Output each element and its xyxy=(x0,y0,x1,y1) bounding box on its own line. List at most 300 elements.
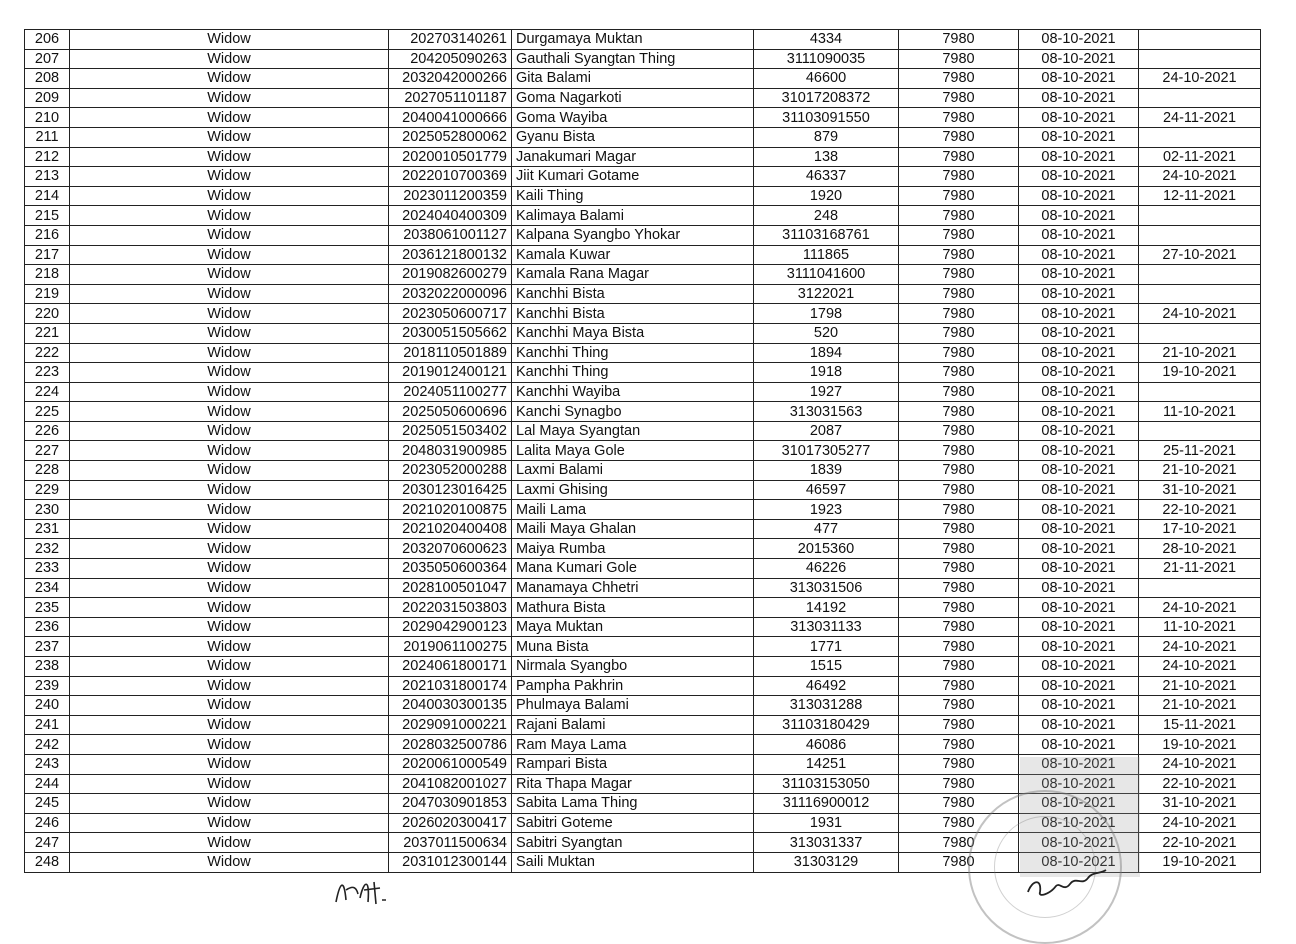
issue-date-cell: 08-10-2021 xyxy=(1019,852,1139,872)
category-cell: Widow xyxy=(70,265,389,285)
category-cell: Widow xyxy=(70,421,389,441)
account-number-cell: 46600 xyxy=(754,69,899,89)
beneficiary-name-cell: Pampha Pakhrin xyxy=(512,676,754,696)
beneficiary-name-cell: Sabita Lama Thing xyxy=(512,794,754,814)
table-row xyxy=(25,519,1261,539)
beneficiary-name-cell: Kalpana Syangbo Yhokar xyxy=(512,225,754,245)
serial-number-cell: 207 xyxy=(25,49,70,69)
citizenship-id-cell: 2024051100277 xyxy=(389,382,512,402)
received-date-cell: 28-10-2021 xyxy=(1139,539,1261,559)
received-date-cell: 24-10-2021 xyxy=(1139,813,1261,833)
issue-date-cell: 08-10-2021 xyxy=(1019,284,1139,304)
issue-date-cell: 08-10-2021 xyxy=(1019,539,1139,559)
amount-cell: 7980 xyxy=(899,598,1019,618)
serial-number-cell: 242 xyxy=(25,735,70,755)
table-row xyxy=(25,402,1261,422)
received-date-cell: 21-11-2021 xyxy=(1139,559,1261,579)
beneficiary-name-cell: Manamaya Chhetri xyxy=(512,578,754,598)
issue-date-cell: 08-10-2021 xyxy=(1019,657,1139,677)
beneficiary-name-cell: Gita Balami xyxy=(512,69,754,89)
issue-date-cell: 08-10-2021 xyxy=(1019,108,1139,128)
issue-date-cell: 08-10-2021 xyxy=(1019,382,1139,402)
amount-cell: 7980 xyxy=(899,343,1019,363)
account-number-cell: 31017305277 xyxy=(754,441,899,461)
table-row xyxy=(25,754,1261,774)
table-row xyxy=(25,715,1261,735)
category-cell: Widow xyxy=(70,480,389,500)
issue-date-cell: 08-10-2021 xyxy=(1019,500,1139,520)
citizenship-id-cell: 2022010700369 xyxy=(389,167,512,187)
serial-number-cell: 216 xyxy=(25,225,70,245)
account-number-cell: 1839 xyxy=(754,461,899,481)
table-row xyxy=(25,108,1261,128)
table-row xyxy=(25,598,1261,618)
received-date-cell: 19-10-2021 xyxy=(1139,735,1261,755)
amount-cell: 7980 xyxy=(899,363,1019,383)
received-date-cell: 12-11-2021 xyxy=(1139,186,1261,206)
serial-number-cell: 213 xyxy=(25,167,70,187)
citizenship-id-cell: 2026020300417 xyxy=(389,813,512,833)
issue-date-cell: 08-10-2021 xyxy=(1019,206,1139,226)
category-cell: Widow xyxy=(70,108,389,128)
issue-date-cell: 08-10-2021 xyxy=(1019,363,1139,383)
account-number-cell: 1918 xyxy=(754,363,899,383)
category-cell: Widow xyxy=(70,500,389,520)
serial-number-cell: 232 xyxy=(25,539,70,559)
amount-cell: 7980 xyxy=(899,323,1019,343)
serial-number-cell: 208 xyxy=(25,69,70,89)
account-number-cell: 2087 xyxy=(754,421,899,441)
account-number-cell: 1923 xyxy=(754,500,899,520)
issue-date-cell: 08-10-2021 xyxy=(1019,696,1139,716)
table-row xyxy=(25,265,1261,285)
category-cell: Widow xyxy=(70,735,389,755)
amount-cell: 7980 xyxy=(899,69,1019,89)
citizenship-id-cell: 2023052000288 xyxy=(389,461,512,481)
citizenship-id-cell: 2037011500634 xyxy=(389,833,512,853)
category-cell: Widow xyxy=(70,637,389,657)
table-row xyxy=(25,147,1261,167)
citizenship-id-cell: 2020061000549 xyxy=(389,754,512,774)
received-date-cell: 21-10-2021 xyxy=(1139,676,1261,696)
table-row xyxy=(25,382,1261,402)
amount-cell: 7980 xyxy=(899,304,1019,324)
issue-date-cell: 08-10-2021 xyxy=(1019,441,1139,461)
category-cell: Widow xyxy=(70,147,389,167)
amount-cell: 7980 xyxy=(899,402,1019,422)
category-cell: Widow xyxy=(70,441,389,461)
received-date-cell: 11-10-2021 xyxy=(1139,402,1261,422)
serial-number-cell: 215 xyxy=(25,206,70,226)
amount-cell: 7980 xyxy=(899,539,1019,559)
amount-cell: 7980 xyxy=(899,206,1019,226)
received-date-cell: 31-10-2021 xyxy=(1139,480,1261,500)
amount-cell: 7980 xyxy=(899,735,1019,755)
beneficiary-name-cell: Saili Muktan xyxy=(512,852,754,872)
received-date-cell: 15-11-2021 xyxy=(1139,715,1261,735)
received-date-cell: 22-10-2021 xyxy=(1139,833,1261,853)
amount-cell: 7980 xyxy=(899,519,1019,539)
category-cell: Widow xyxy=(70,363,389,383)
received-date-cell: 24-11-2021 xyxy=(1139,108,1261,128)
citizenship-id-cell: 202703140261 xyxy=(389,30,512,50)
issue-date-cell: 08-10-2021 xyxy=(1019,519,1139,539)
amount-cell: 7980 xyxy=(899,657,1019,677)
table-row xyxy=(25,617,1261,637)
table-row xyxy=(25,480,1261,500)
amount-cell: 7980 xyxy=(899,30,1019,50)
amount-cell: 7980 xyxy=(899,461,1019,481)
amount-cell: 7980 xyxy=(899,696,1019,716)
account-number-cell: 1931 xyxy=(754,813,899,833)
beneficiary-name-cell: Kamala Kuwar xyxy=(512,245,754,265)
citizenship-id-cell: 2021031800174 xyxy=(389,676,512,696)
table-row xyxy=(25,833,1261,853)
issue-date-cell: 08-10-2021 xyxy=(1019,265,1139,285)
serial-number-cell: 222 xyxy=(25,343,70,363)
citizenship-id-cell: 204205090263 xyxy=(389,49,512,69)
serial-number-cell: 223 xyxy=(25,363,70,383)
issue-date-cell: 08-10-2021 xyxy=(1019,794,1139,814)
amount-cell: 7980 xyxy=(899,186,1019,206)
table-row xyxy=(25,69,1261,89)
amount-cell: 7980 xyxy=(899,794,1019,814)
category-cell: Widow xyxy=(70,598,389,618)
beneficiary-name-cell: Janakumari Magar xyxy=(512,147,754,167)
beneficiary-name-cell: Maiya Rumba xyxy=(512,539,754,559)
received-date-cell: 27-10-2021 xyxy=(1139,245,1261,265)
table-row xyxy=(25,167,1261,187)
citizenship-id-cell: 2021020100875 xyxy=(389,500,512,520)
category-cell: Widow xyxy=(70,813,389,833)
beneficiary-name-cell: Kamala Rana Magar xyxy=(512,265,754,285)
serial-number-cell: 206 xyxy=(25,30,70,50)
beneficiary-name-cell: Kanchhi Bista xyxy=(512,304,754,324)
table-row xyxy=(25,441,1261,461)
account-number-cell: 313031337 xyxy=(754,833,899,853)
citizenship-id-cell: 2029091000221 xyxy=(389,715,512,735)
account-number-cell: 1920 xyxy=(754,186,899,206)
issue-date-cell: 08-10-2021 xyxy=(1019,30,1139,50)
citizenship-id-cell: 2035050600364 xyxy=(389,559,512,579)
beneficiary-name-cell: Kanchhi Thing xyxy=(512,363,754,383)
table-row xyxy=(25,559,1261,579)
amount-cell: 7980 xyxy=(899,88,1019,108)
amount-cell: 7980 xyxy=(899,245,1019,265)
table-row xyxy=(25,813,1261,833)
category-cell: Widow xyxy=(70,461,389,481)
account-number-cell: 4334 xyxy=(754,30,899,50)
citizenship-id-cell: 2025051503402 xyxy=(389,421,512,441)
received-date-cell: 24-10-2021 xyxy=(1139,657,1261,677)
table-row xyxy=(25,657,1261,677)
account-number-cell: 46337 xyxy=(754,167,899,187)
beneficiary-name-cell: Mana Kumari Gole xyxy=(512,559,754,579)
table-row xyxy=(25,284,1261,304)
received-date-cell: 19-10-2021 xyxy=(1139,852,1261,872)
serial-number-cell: 210 xyxy=(25,108,70,128)
amount-cell: 7980 xyxy=(899,500,1019,520)
serial-number-cell: 233 xyxy=(25,559,70,579)
account-number-cell: 31103180429 xyxy=(754,715,899,735)
citizenship-id-cell: 2032070600623 xyxy=(389,539,512,559)
received-date-cell xyxy=(1139,421,1261,441)
beneficiary-name-cell: Kalimaya Balami xyxy=(512,206,754,226)
account-number-cell: 31303129 xyxy=(754,852,899,872)
received-date-cell xyxy=(1139,284,1261,304)
received-date-cell: 24-10-2021 xyxy=(1139,754,1261,774)
serial-number-cell: 231 xyxy=(25,519,70,539)
account-number-cell: 46597 xyxy=(754,480,899,500)
citizenship-id-cell: 2023050600717 xyxy=(389,304,512,324)
table-row xyxy=(25,421,1261,441)
received-date-cell xyxy=(1139,49,1261,69)
serial-number-cell: 243 xyxy=(25,754,70,774)
serial-number-cell: 221 xyxy=(25,323,70,343)
account-number-cell: 3122021 xyxy=(754,284,899,304)
issue-date-cell: 08-10-2021 xyxy=(1019,186,1139,206)
category-cell: Widow xyxy=(70,343,389,363)
category-cell: Widow xyxy=(70,617,389,637)
beneficiary-name-cell: Kaili Thing xyxy=(512,186,754,206)
beneficiary-name-cell: Sabitri Goteme xyxy=(512,813,754,833)
issue-date-cell: 08-10-2021 xyxy=(1019,715,1139,735)
table-row xyxy=(25,461,1261,481)
beneficiary-name-cell: Sabitri Syangtan xyxy=(512,833,754,853)
category-cell: Widow xyxy=(70,676,389,696)
serial-number-cell: 212 xyxy=(25,147,70,167)
beneficiary-name-cell: Goma Wayiba xyxy=(512,108,754,128)
serial-number-cell: 229 xyxy=(25,480,70,500)
table-row xyxy=(25,323,1261,343)
issue-date-cell: 08-10-2021 xyxy=(1019,578,1139,598)
serial-number-cell: 230 xyxy=(25,500,70,520)
account-number-cell: 520 xyxy=(754,323,899,343)
issue-date-cell: 08-10-2021 xyxy=(1019,421,1139,441)
category-cell: Widow xyxy=(70,578,389,598)
citizenship-id-cell: 2022031503803 xyxy=(389,598,512,618)
citizenship-id-cell: 2040041000666 xyxy=(389,108,512,128)
amount-cell: 7980 xyxy=(899,421,1019,441)
beneficiary-name-cell: Kanchi Synagbo xyxy=(512,402,754,422)
issue-date-cell: 08-10-2021 xyxy=(1019,617,1139,637)
serial-number-cell: 218 xyxy=(25,265,70,285)
issue-date-cell: 08-10-2021 xyxy=(1019,735,1139,755)
received-date-cell: 02-11-2021 xyxy=(1139,147,1261,167)
issue-date-cell: 08-10-2021 xyxy=(1019,559,1139,579)
serial-number-cell: 246 xyxy=(25,813,70,833)
issue-date-cell: 08-10-2021 xyxy=(1019,304,1139,324)
issue-date-cell: 08-10-2021 xyxy=(1019,774,1139,794)
received-date-cell: 22-10-2021 xyxy=(1139,774,1261,794)
beneficiary-name-cell: Ram Maya Lama xyxy=(512,735,754,755)
serial-number-cell: 245 xyxy=(25,794,70,814)
table-row xyxy=(25,774,1261,794)
received-date-cell: 21-10-2021 xyxy=(1139,343,1261,363)
category-cell: Widow xyxy=(70,69,389,89)
account-number-cell: 313031288 xyxy=(754,696,899,716)
amount-cell: 7980 xyxy=(899,617,1019,637)
citizenship-id-cell: 2019082600279 xyxy=(389,265,512,285)
account-number-cell: 138 xyxy=(754,147,899,167)
citizenship-id-cell: 2020010501779 xyxy=(389,147,512,167)
beneficiary-name-cell: Laxmi Ghising xyxy=(512,480,754,500)
table-row xyxy=(25,88,1261,108)
serial-number-cell: 239 xyxy=(25,676,70,696)
amount-cell: 7980 xyxy=(899,480,1019,500)
received-date-cell xyxy=(1139,323,1261,343)
issue-date-cell: 08-10-2021 xyxy=(1019,69,1139,89)
account-number-cell: 31116900012 xyxy=(754,794,899,814)
table-body xyxy=(25,30,1261,873)
amount-cell: 7980 xyxy=(899,559,1019,579)
serial-number-cell: 224 xyxy=(25,382,70,402)
issue-date-cell: 08-10-2021 xyxy=(1019,323,1139,343)
category-cell: Widow xyxy=(70,402,389,422)
account-number-cell: 1798 xyxy=(754,304,899,324)
beneficiary-name-cell: Laxmi Balami xyxy=(512,461,754,481)
amount-cell: 7980 xyxy=(899,382,1019,402)
beneficiary-name-cell: Kanchhi Bista xyxy=(512,284,754,304)
category-cell: Widow xyxy=(70,127,389,147)
account-number-cell: 248 xyxy=(754,206,899,226)
serial-number-cell: 209 xyxy=(25,88,70,108)
received-date-cell xyxy=(1139,578,1261,598)
received-date-cell: 11-10-2021 xyxy=(1139,617,1261,637)
amount-cell: 7980 xyxy=(899,147,1019,167)
table-row xyxy=(25,206,1261,226)
citizenship-id-cell: 2027051101187 xyxy=(389,88,512,108)
table-row xyxy=(25,539,1261,559)
received-date-cell: 19-10-2021 xyxy=(1139,363,1261,383)
amount-cell: 7980 xyxy=(899,127,1019,147)
serial-number-cell: 211 xyxy=(25,127,70,147)
account-number-cell: 46226 xyxy=(754,559,899,579)
beneficiary-name-cell: Durgamaya Muktan xyxy=(512,30,754,50)
account-number-cell: 31017208372 xyxy=(754,88,899,108)
issue-date-cell: 08-10-2021 xyxy=(1019,245,1139,265)
table-row xyxy=(25,637,1261,657)
beneficiary-name-cell: Nirmala Syangbo xyxy=(512,657,754,677)
beneficiary-name-cell: Gyanu Bista xyxy=(512,127,754,147)
category-cell: Widow xyxy=(70,715,389,735)
received-date-cell xyxy=(1139,127,1261,147)
issue-date-cell: 08-10-2021 xyxy=(1019,676,1139,696)
beneficiary-name-cell: Kanchhi Maya Bista xyxy=(512,323,754,343)
amount-cell: 7980 xyxy=(899,715,1019,735)
received-date-cell: 24-10-2021 xyxy=(1139,69,1261,89)
citizenship-id-cell: 2040030300135 xyxy=(389,696,512,716)
received-date-cell: 21-10-2021 xyxy=(1139,461,1261,481)
serial-number-cell: 219 xyxy=(25,284,70,304)
citizenship-id-cell: 2018110501889 xyxy=(389,343,512,363)
table-row xyxy=(25,304,1261,324)
category-cell: Widow xyxy=(70,559,389,579)
account-number-cell: 46492 xyxy=(754,676,899,696)
amount-cell: 7980 xyxy=(899,167,1019,187)
beneficiary-name-cell: Kanchhi Thing xyxy=(512,343,754,363)
received-date-cell xyxy=(1139,225,1261,245)
serial-number-cell: 228 xyxy=(25,461,70,481)
issue-date-cell: 08-10-2021 xyxy=(1019,598,1139,618)
received-date-cell xyxy=(1139,265,1261,285)
amount-cell: 7980 xyxy=(899,265,1019,285)
citizenship-id-cell: 2019061100275 xyxy=(389,637,512,657)
received-date-cell: 25-11-2021 xyxy=(1139,441,1261,461)
issue-date-cell: 08-10-2021 xyxy=(1019,754,1139,774)
account-number-cell: 14192 xyxy=(754,598,899,618)
received-date-cell: 22-10-2021 xyxy=(1139,500,1261,520)
received-date-cell: 24-10-2021 xyxy=(1139,598,1261,618)
account-number-cell: 46086 xyxy=(754,735,899,755)
amount-cell: 7980 xyxy=(899,852,1019,872)
citizenship-id-cell: 2024040400309 xyxy=(389,206,512,226)
citizenship-id-cell: 2028032500786 xyxy=(389,735,512,755)
issue-date-cell: 08-10-2021 xyxy=(1019,480,1139,500)
category-cell: Widow xyxy=(70,774,389,794)
serial-number-cell: 237 xyxy=(25,637,70,657)
citizenship-id-cell: 2032042000266 xyxy=(389,69,512,89)
amount-cell: 7980 xyxy=(899,754,1019,774)
account-number-cell: 3111041600 xyxy=(754,265,899,285)
received-date-cell xyxy=(1139,382,1261,402)
amount-cell: 7980 xyxy=(899,637,1019,657)
category-cell: Widow xyxy=(70,852,389,872)
account-number-cell: 313031563 xyxy=(754,402,899,422)
table-row xyxy=(25,49,1261,69)
serial-number-cell: 235 xyxy=(25,598,70,618)
account-number-cell: 2015360 xyxy=(754,539,899,559)
account-number-cell: 477 xyxy=(754,519,899,539)
beneficiary-name-cell: Jiit Kumari Gotame xyxy=(512,167,754,187)
serial-number-cell: 240 xyxy=(25,696,70,716)
category-cell: Widow xyxy=(70,245,389,265)
category-cell: Widow xyxy=(70,88,389,108)
issue-date-cell: 08-10-2021 xyxy=(1019,461,1139,481)
serial-number-cell: 248 xyxy=(25,852,70,872)
citizenship-id-cell: 2047030901853 xyxy=(389,794,512,814)
amount-cell: 7980 xyxy=(899,578,1019,598)
issue-date-cell: 08-10-2021 xyxy=(1019,402,1139,422)
table-row xyxy=(25,794,1261,814)
beneficiary-name-cell: Muna Bista xyxy=(512,637,754,657)
received-date-cell xyxy=(1139,88,1261,108)
category-cell: Widow xyxy=(70,167,389,187)
category-cell: Widow xyxy=(70,304,389,324)
received-date-cell xyxy=(1139,206,1261,226)
serial-number-cell: 234 xyxy=(25,578,70,598)
received-date-cell: 24-10-2021 xyxy=(1139,637,1261,657)
table-row xyxy=(25,245,1261,265)
table-row xyxy=(25,852,1261,872)
issue-date-cell: 08-10-2021 xyxy=(1019,49,1139,69)
issue-date-cell: 08-10-2021 xyxy=(1019,813,1139,833)
account-number-cell: 313031133 xyxy=(754,617,899,637)
account-number-cell: 879 xyxy=(754,127,899,147)
serial-number-cell: 238 xyxy=(25,657,70,677)
table-row xyxy=(25,696,1261,716)
table-row xyxy=(25,578,1261,598)
received-date-cell: 17-10-2021 xyxy=(1139,519,1261,539)
table-row xyxy=(25,127,1261,147)
table-row xyxy=(25,186,1261,206)
table-row xyxy=(25,735,1261,755)
citizenship-id-cell: 2024061800171 xyxy=(389,657,512,677)
handwritten-signature-left xyxy=(330,872,400,908)
received-date-cell: 24-10-2021 xyxy=(1139,167,1261,187)
amount-cell: 7980 xyxy=(899,49,1019,69)
amount-cell: 7980 xyxy=(899,813,1019,833)
